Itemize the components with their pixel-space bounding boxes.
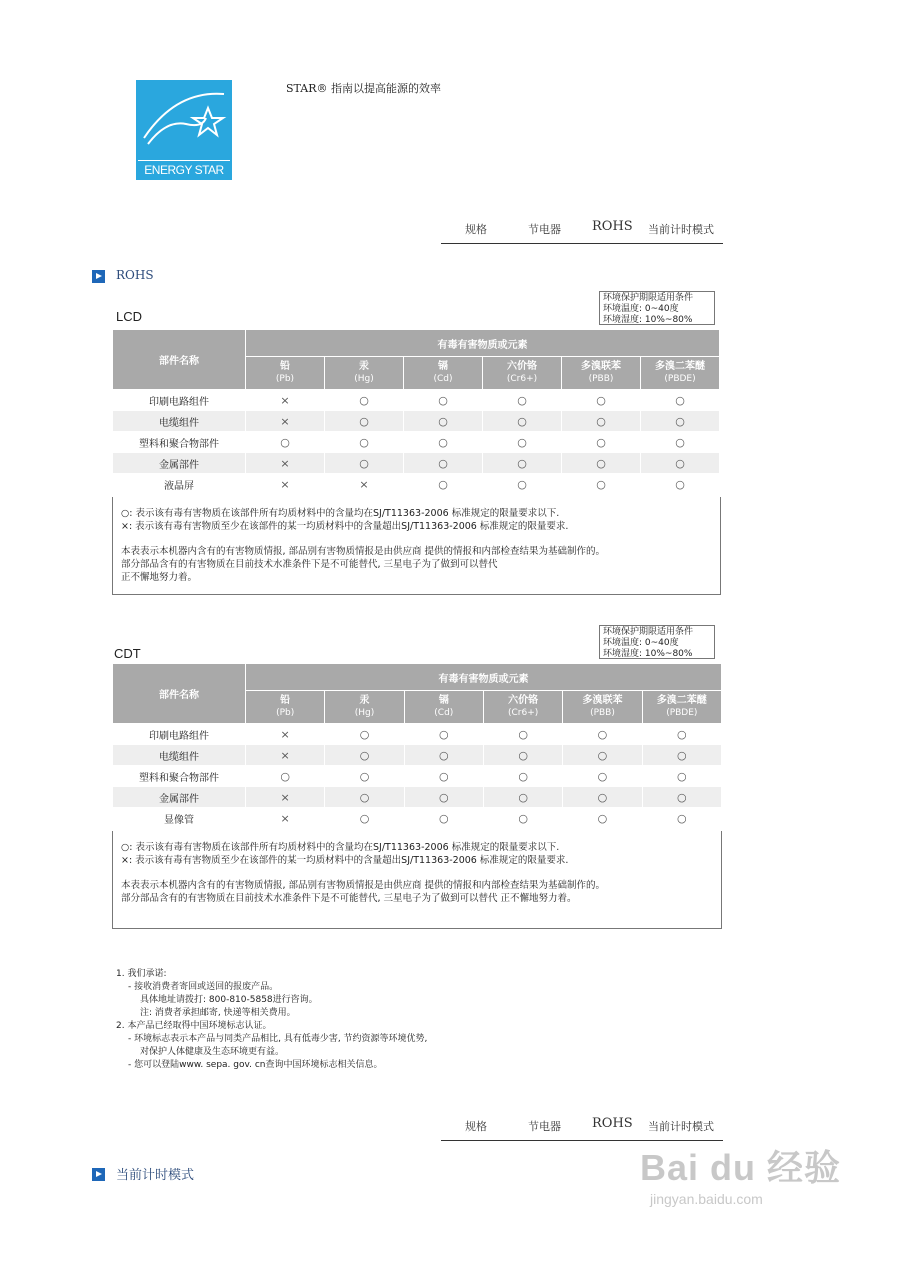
condition-line: 环境温度: 0~40度: [603, 638, 679, 648]
table-row: [113, 411, 719, 431]
mark-cell: ○: [517, 477, 527, 491]
mark-cell: ×: [246, 411, 324, 431]
commit-line: - 接收消费者寄回或送回的报废产品。: [128, 982, 279, 992]
table-row: [113, 787, 721, 807]
mark-cell: ○: [596, 477, 606, 491]
part-name-cell: 金属部件: [113, 787, 245, 807]
nav-timing-mode[interactable]: 当前计时模式: [648, 1120, 714, 1133]
mark-cell: ×: [280, 477, 290, 491]
note-line: 本表表示本机器内含有的有害物质情报, 部品别有害物质情报是由供应商 提供的情报和内部检查结果为基础制作的。: [121, 880, 606, 891]
mark-cell: ×: [246, 745, 324, 765]
cdt-label: CDT: [114, 646, 141, 661]
col-header: 六价铬 (Cr6+): [484, 691, 562, 723]
lcd-label: LCD: [116, 309, 143, 324]
nav-timing-mode[interactable]: 当前计时模式: [648, 223, 714, 236]
mark-cell: ×: [359, 477, 369, 491]
mark-cell: ○: [641, 411, 719, 431]
mark-cell: ○: [677, 769, 687, 783]
mark-cell: ○: [325, 745, 403, 765]
mark-cell: ×: [246, 787, 324, 807]
commit-line: 具体地址请拨打: 800-810-5858进行咨询。: [140, 995, 318, 1005]
commitment-text: [116, 968, 427, 1072]
mark-cell: ○: [517, 393, 527, 407]
note-line: ○: 表示该有毒有害物质在该部件所有均质材料中的含量均在SJ/T11363-2006 标准规定的限量要求以下.: [121, 842, 560, 853]
timing-title: 当前计时模式: [116, 1168, 195, 1183]
mark-cell: ○: [597, 769, 608, 783]
mark-cell: ○: [483, 411, 561, 431]
mark-cell: ○: [484, 787, 562, 807]
mark-cell: ○: [359, 769, 370, 783]
mark-cell: ○: [562, 411, 640, 431]
mark-cell: ×: [280, 811, 290, 825]
col-header: 多溴联苯 (PBB): [562, 357, 640, 389]
mark-cell: ○: [518, 727, 528, 741]
part-name-cell: 印刷电路组件: [149, 396, 209, 408]
part-name-cell: 电缆组件: [113, 411, 245, 431]
condition-line: 环境湿度: 10%~80%: [603, 315, 693, 325]
mark-cell: ○: [325, 411, 403, 431]
energy-star-icon: [136, 80, 232, 160]
note-line: ○: 表示该有毒有害物质在该部件所有均质材料中的含量均在SJ/T11363-2006 标准规定的限量要求以下.: [121, 508, 560, 519]
col-header: 铅 (Pb): [246, 357, 324, 389]
part-name-cell: 显像管: [164, 814, 194, 826]
note-line: 正不懈地努力着。: [121, 572, 198, 583]
commit-line: - 您可以登陆www. sepa. gov. cn查询中国环境标志相关信息。: [128, 1060, 383, 1070]
mark-cell: ○: [641, 453, 719, 473]
note-line: ×: 表示该有毒有害物质至少在该部件的某一均质材料中的含量超出SJ/T11363-2006 标准规定的限量要求.: [121, 521, 569, 532]
part-name-cell: 液晶屏: [164, 480, 194, 492]
condition-line: 环境保护期限适用条件: [603, 627, 694, 637]
condition-line: 环境温度: 0~40度: [603, 304, 679, 314]
note-line: 部分部品含有的有害物质在目前技术水准条件下是不可能替代, 三星电子为了做到可以替代 正不懈地努力着。: [121, 893, 577, 904]
table-row: [113, 766, 721, 786]
commit-line: - 环境标志表示本产品与同类产品相比, 具有低毒少害, 节约资源等环境优势,: [128, 1034, 428, 1044]
baidu-watermark: [640, 1140, 841, 1207]
substances-header: 有毒有害物质或元素: [246, 664, 721, 690]
cdt-notes: [112, 831, 722, 929]
note-line: ×: 表示该有毒有害物质至少在该部件的某一均质材料中的含量超出SJ/T11363-2006 标准规定的限量要求.: [121, 855, 569, 866]
mark-cell: ○: [439, 769, 449, 783]
cdt-rohs-table: [112, 663, 722, 829]
commit-line: 注: 消费者承担邮寄, 快递等相关费用。: [140, 1008, 296, 1018]
table-row: [113, 432, 719, 452]
mark-cell: ○: [517, 435, 527, 449]
mark-cell: ○: [596, 393, 606, 407]
table-row: [113, 745, 721, 765]
note-line: 部分部品含有的有害物质在目前技术水准条件下是不可能替代, 三星电子为了做到可以替代: [121, 559, 498, 570]
mark-cell: ○: [597, 811, 608, 825]
mark-cell: ○: [677, 811, 687, 825]
col-header: 汞 (Hg): [325, 691, 403, 723]
col-header: 镉 (Cd): [405, 691, 483, 723]
mark-cell: ○: [439, 811, 449, 825]
mark-cell: ○: [483, 453, 561, 473]
mark-cell: ○: [359, 811, 370, 825]
col-header: 六价铬 (Cr6+): [483, 357, 561, 389]
nav-spec[interactable]: 规格: [465, 1120, 487, 1133]
mark-cell: ○: [359, 393, 369, 407]
mark-cell: ○: [438, 393, 448, 407]
condition-line: 环境湿度: 10%~80%: [603, 649, 693, 659]
lcd-condition-box: [599, 291, 715, 325]
mark-cell: ○: [405, 787, 483, 807]
note-line: 本表表示本机器内含有的有害物质情报, 部品别有害物质情报是由供应商 提供的情报和内部检查结果为基础制作的。: [121, 546, 606, 557]
mark-cell: ○: [675, 477, 685, 491]
rohs-title: ROHS: [116, 268, 154, 282]
mark-cell: ○: [359, 727, 370, 741]
part-name-header: 部件名称: [113, 664, 245, 723]
mark-cell: ○: [359, 435, 369, 449]
mark-cell: ○: [675, 435, 685, 449]
lcd-notes: [112, 497, 721, 595]
top-nav: [441, 221, 723, 244]
table-row: [113, 453, 719, 473]
mark-cell: ○: [405, 745, 483, 765]
nav-rohs[interactable]: ROHS: [592, 1116, 633, 1131]
mark-cell: ○: [484, 745, 562, 765]
mark-cell: ○: [643, 745, 721, 765]
table-row: [113, 724, 721, 744]
part-name-cell: 金属部件: [113, 453, 245, 473]
commit-line: 对保护人体健康及生态环境更有益。: [140, 1047, 285, 1057]
part-name-cell: 电缆组件: [113, 745, 245, 765]
mark-cell: ○: [404, 453, 482, 473]
mark-cell: ○: [325, 787, 403, 807]
table-row: [113, 390, 719, 410]
table-row: [113, 808, 721, 828]
mark-cell: ○: [677, 727, 687, 741]
part-name-cell: 塑料和聚合物部件: [139, 772, 219, 784]
lcd-rohs-table: [112, 329, 720, 495]
mark-cell: ○: [562, 453, 640, 473]
mark-cell: ○: [438, 477, 448, 491]
col-header: 多溴二苯醚 (PBDE): [643, 691, 721, 723]
col-header: 镉 (Cd): [404, 357, 482, 389]
mark-cell: ○: [563, 745, 641, 765]
mark-cell: ×: [246, 453, 324, 473]
nav-spec[interactable]: 规格: [465, 223, 487, 236]
mark-cell: ○: [597, 727, 608, 741]
section-arrow-icon: [92, 1168, 105, 1181]
mark-cell: ○: [518, 769, 528, 783]
nav-power-saver[interactable]: 节电器: [528, 1120, 561, 1133]
nav-rohs[interactable]: ROHS: [592, 219, 633, 234]
watermark-brand: Bai du 经验: [640, 1147, 842, 1188]
intro-text: STAR® 指南以提高能源的效率: [286, 82, 441, 95]
substances-header: 有毒有害物质或元素: [246, 330, 719, 356]
mark-cell: ○: [518, 811, 528, 825]
part-name-cell: 印刷电路组件: [149, 730, 209, 742]
table-row: [113, 474, 719, 494]
mark-cell: ○: [643, 787, 721, 807]
watermark-url: jingyan.baidu.com: [650, 1191, 763, 1207]
part-name-header: 部件名称: [113, 330, 245, 389]
section-arrow-icon: [92, 270, 105, 283]
cdt-condition-box: [599, 625, 715, 659]
col-header: 铅 (Pb): [246, 691, 324, 723]
col-header: 汞 (Hg): [325, 357, 403, 389]
bottom-nav: [441, 1118, 723, 1141]
mark-cell: ○: [325, 453, 403, 473]
condition-line: 环境保护期限适用条件: [603, 293, 694, 303]
mark-cell: ○: [675, 393, 685, 407]
part-name-cell: 塑料和聚合物部件: [139, 438, 219, 450]
nav-power-saver[interactable]: 节电器: [528, 223, 561, 236]
col-header: 多溴联苯 (PBB): [563, 691, 641, 723]
mark-cell: ×: [280, 727, 290, 741]
commit-line: 2. 本产品已经取得中国环境标志认证。: [116, 1021, 272, 1031]
mark-cell: ×: [280, 393, 290, 407]
col-header: 多溴二苯醚 (PBDE): [641, 357, 719, 389]
mark-cell: ○: [439, 727, 449, 741]
mark-cell: ○: [280, 435, 290, 449]
mark-cell: ○: [438, 435, 448, 449]
commit-line: 1. 我们承诺:: [116, 969, 167, 979]
logo-text: ENERGY STAR: [144, 163, 224, 177]
energy-star-logo: [136, 80, 232, 180]
mark-cell: ○: [596, 435, 606, 449]
mark-cell: ○: [563, 787, 641, 807]
mark-cell: ○: [404, 411, 482, 431]
mark-cell: ○: [280, 769, 290, 783]
